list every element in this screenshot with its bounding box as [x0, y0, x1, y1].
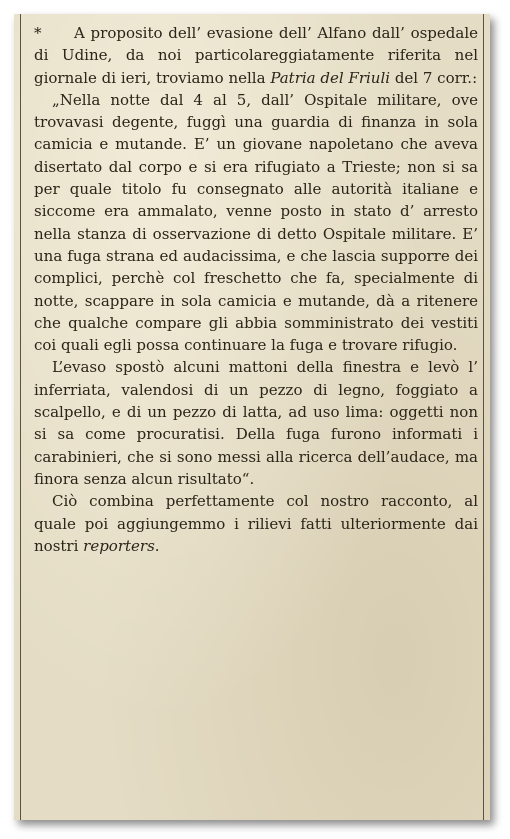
column-rule-right: [483, 14, 484, 820]
reporters-word: reporters: [83, 536, 155, 555]
newspaper-source: Patria del Friuli: [270, 68, 391, 87]
closing-paragraph: [34, 490, 478, 557]
article-body: [34, 22, 478, 557]
newspaper-clipping: [14, 14, 490, 820]
closing-text: Ciò combina perfettamente col nostro racconto, al quale poi aggiungemmo i rilievi fatti ulteriormente dai nostri: [34, 492, 478, 555]
quote-paragraph-1: „Nella notte dal 4 al 5, dall’ Ospitale militare, ove trovavasi degente, fuggì una guardia di finanza in sola camicia e mutande. E’ un giovane napoletano che aveva disertato dal corpo e si era rifugiato a Trieste; non si sa per quale titolo fu consegnato alle autorità italiane e siccome era ammalato, venne posto in stato d’ arresto nella stanza di osservazione di detto Ospitale militare. E’ una fuga strana ed audacissima, e che lascia supporre dei complici, perchè col freschetto che fa, specialmente di notte, scappare in sola camicia e mutande, dà a ritenere che qualche compare gli abbia somministrato dei vestiti coi quali egli possa continuare la fuga e trovare rifugio.: [34, 90, 478, 355]
column-rule-left: [20, 14, 21, 820]
quote-paragraph-2: L’evaso spostò alcuni mattoni della finestra e levò l’ inferriata, valendosi di un pezzo di legno, foggiato a scalpello, e di un pezzo di latta, ad uso lima: oggetti non si sa come procuratisi. Della fuga furono informati i carabinieri, che si sono messi alla ricerca dell’audace, ma finora senza alcun risultato“.: [34, 358, 478, 488]
section-marker: *: [34, 24, 43, 42]
intro-date: del 7 corr.:: [390, 68, 478, 87]
closing-end: .: [154, 536, 160, 555]
intro-text: A proposito dell’ evasione dell’ Alfano dall’ ospedale di Udine, da noi particolareggiatamente riferita nel giornale di ieri, troviamo nella: [34, 24, 478, 87]
clipping-frame: [14, 14, 490, 820]
intro-paragraph: [34, 22, 478, 89]
